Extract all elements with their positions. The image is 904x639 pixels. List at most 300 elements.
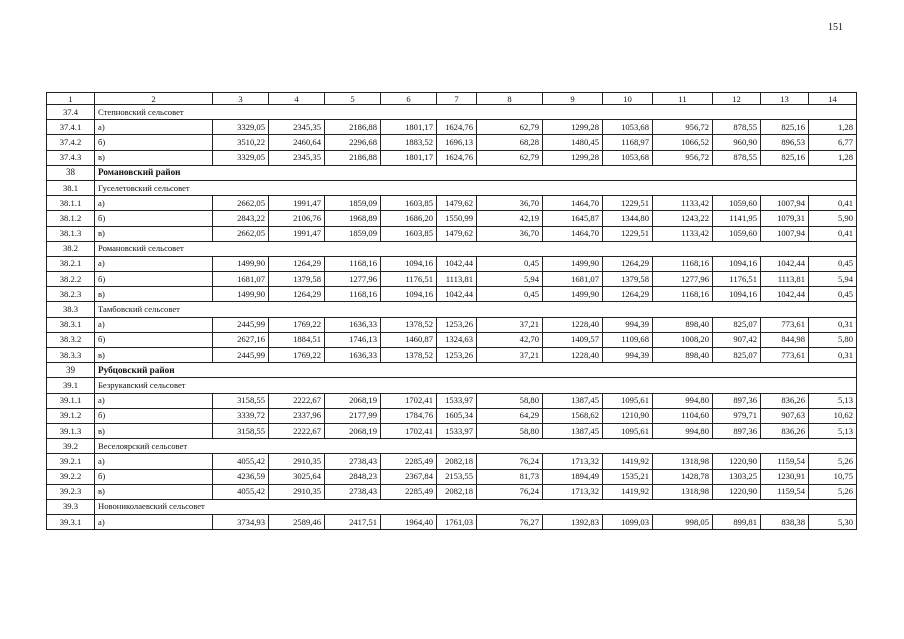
table-cell: 1230,91: [761, 469, 809, 484]
table-cell: 2589,46: [269, 515, 325, 530]
table-cell: 2445,99: [213, 317, 269, 332]
table-cell: 1220,90: [713, 484, 761, 499]
row-code: 37.4.3: [47, 150, 95, 165]
table-cell: 1079,31: [761, 211, 809, 226]
table-cell: 76,24: [477, 454, 543, 469]
column-header: 2: [95, 93, 213, 105]
table-row: [47, 423, 857, 438]
page-number: 151: [828, 22, 843, 33]
table-cell: 10,75: [809, 469, 857, 484]
table-row: [47, 287, 857, 302]
table-cell: 1428,78: [653, 469, 713, 484]
column-header: 12: [713, 93, 761, 105]
table-cell: 1176,51: [713, 272, 761, 287]
table-row: [47, 454, 857, 469]
table-cell: 2662,05: [213, 196, 269, 211]
table-cell: 3158,55: [213, 423, 269, 438]
table-row: [47, 393, 857, 408]
table-cell: 1141,95: [713, 211, 761, 226]
table-cell: 1109,68: [603, 332, 653, 347]
table-cell: 2345,35: [269, 150, 325, 165]
row-variant: в): [95, 348, 213, 363]
column-header: 9: [543, 93, 603, 105]
row-code: 39.1.3: [47, 423, 95, 438]
table-cell: 36,70: [477, 196, 543, 211]
table-cell: 844,98: [761, 332, 809, 347]
table-cell: 773,61: [761, 348, 809, 363]
table-cell: 825,07: [713, 348, 761, 363]
table-cell: 1379,58: [603, 272, 653, 287]
table-cell: 1713,32: [543, 454, 603, 469]
row-code: 39.3: [47, 499, 95, 514]
table-cell: 825,07: [713, 317, 761, 332]
table-cell: 2345,35: [269, 120, 325, 135]
column-header: 4: [269, 93, 325, 105]
table-cell: 6,77: [809, 135, 857, 150]
table-cell: 1702,41: [381, 423, 437, 438]
row-code: 38.1.3: [47, 226, 95, 241]
table-cell: 897,36: [713, 423, 761, 438]
row-variant: в): [95, 226, 213, 241]
table-cell: 5,13: [809, 423, 857, 438]
table-cell: 1464,70: [543, 226, 603, 241]
table-cell: 0,45: [477, 287, 543, 302]
table-cell: 1253,26: [437, 317, 477, 332]
table-cell: 1059,60: [713, 196, 761, 211]
table-cell: 2068,19: [325, 393, 381, 408]
table-cell: 5,90: [809, 211, 857, 226]
table-cell: 956,72: [653, 150, 713, 165]
table-cell: 3734,93: [213, 515, 269, 530]
table-cell: 64,29: [477, 408, 543, 423]
table-cell: 2460,64: [269, 135, 325, 150]
table-cell: 1645,87: [543, 211, 603, 226]
table-cell: 1168,16: [653, 256, 713, 271]
table-cell: 898,40: [653, 348, 713, 363]
table-cell: 0,45: [477, 256, 543, 271]
row-variant: б): [95, 135, 213, 150]
table-cell: 1713,32: [543, 484, 603, 499]
table-cell: 979,71: [713, 408, 761, 423]
table-cell: 2082,18: [437, 454, 477, 469]
table-cell: 1253,26: [437, 348, 477, 363]
table-cell: 898,40: [653, 317, 713, 332]
table-cell: 1299,28: [543, 120, 603, 135]
table-cell: 5,94: [477, 272, 543, 287]
table-cell: 1318,98: [653, 454, 713, 469]
table-cell: 1499,90: [543, 287, 603, 302]
table-cell: 1094,16: [381, 256, 437, 271]
table-cell: 1801,17: [381, 120, 437, 135]
table-cell: 899,81: [713, 515, 761, 530]
table-cell: 1303,25: [713, 469, 761, 484]
table-cell: 1859,09: [325, 226, 381, 241]
table-cell: 1243,22: [653, 211, 713, 226]
table-cell: 1159,54: [761, 484, 809, 499]
table-row: [47, 256, 857, 271]
row-variant: б): [95, 272, 213, 287]
table-cell: 825,16: [761, 120, 809, 135]
table-cell: 1113,81: [761, 272, 809, 287]
table-cell: 1113,81: [437, 272, 477, 287]
table-cell: 2082,18: [437, 484, 477, 499]
table-cell: 1229,51: [603, 196, 653, 211]
table-cell: 0,31: [809, 348, 857, 363]
column-header: 6: [381, 93, 437, 105]
table-cell: 1229,51: [603, 226, 653, 241]
table-cell: 1094,16: [381, 287, 437, 302]
table-cell: 1761,03: [437, 515, 477, 530]
row-code: 38.2: [47, 241, 95, 256]
table-cell: 994,39: [603, 317, 653, 332]
row-title: Гуселетовский сельсовет: [95, 180, 857, 195]
table-row: [47, 515, 857, 530]
row-code: 38.3.2: [47, 332, 95, 347]
table-cell: 1605,34: [437, 408, 477, 423]
row-code: 39.2: [47, 439, 95, 454]
table-cell: 5,26: [809, 454, 857, 469]
table-cell: 896,53: [761, 135, 809, 150]
table-cell: 2848,23: [325, 469, 381, 484]
table-cell: 58,80: [477, 423, 543, 438]
table-cell: 1387,45: [543, 393, 603, 408]
row-title: Степновский сельсовет: [95, 105, 857, 120]
table-cell: 2910,35: [269, 484, 325, 499]
row-variant: в): [95, 423, 213, 438]
table-cell: 1991,47: [269, 226, 325, 241]
table-cell: 1419,92: [603, 484, 653, 499]
table-cell: 3025,64: [269, 469, 325, 484]
table-cell: 2222,67: [269, 423, 325, 438]
row-title: Романовский район: [95, 165, 857, 180]
table-cell: 2285,49: [381, 454, 437, 469]
table-cell: 1095,61: [603, 393, 653, 408]
district-row: [47, 363, 857, 378]
table-cell: 878,55: [713, 120, 761, 135]
table-row: [47, 196, 857, 211]
table-cell: 1533,97: [437, 393, 477, 408]
table-cell: 42,70: [477, 332, 543, 347]
column-header: 11: [653, 93, 713, 105]
table-cell: 3510,22: [213, 135, 269, 150]
table-cell: 994,80: [653, 393, 713, 408]
row-code: 38.3: [47, 302, 95, 317]
table-cell: 1094,16: [713, 256, 761, 271]
table-cell: 994,80: [653, 423, 713, 438]
table-cell: 3329,05: [213, 120, 269, 135]
row-code: 38.2.1: [47, 256, 95, 271]
row-code: 38.1.2: [47, 211, 95, 226]
table-cell: 878,55: [713, 150, 761, 165]
table-cell: 1769,22: [269, 348, 325, 363]
row-title: Романовский сельсовет: [95, 241, 857, 256]
row-code: 39.1.2: [47, 408, 95, 423]
table-cell: 1099,03: [603, 515, 653, 530]
table-cell: 994,39: [603, 348, 653, 363]
table-cell: 1264,29: [603, 256, 653, 271]
table-cell: 1277,96: [653, 272, 713, 287]
section-row: [47, 241, 857, 256]
table-cell: 62,79: [477, 120, 543, 135]
table-cell: 2627,16: [213, 332, 269, 347]
table-cell: 2222,67: [269, 393, 325, 408]
table-cell: 1159,54: [761, 454, 809, 469]
table-cell: 0,41: [809, 196, 857, 211]
table-row: [47, 120, 857, 135]
section-row: [47, 302, 857, 317]
table-cell: 1696,13: [437, 135, 477, 150]
table-cell: 998,05: [653, 515, 713, 530]
table-cell: 1624,76: [437, 120, 477, 135]
column-header: 13: [761, 93, 809, 105]
table-cell: 1681,07: [213, 272, 269, 287]
table-cell: 1228,40: [543, 317, 603, 332]
table-cell: 36,70: [477, 226, 543, 241]
table-cell: 3158,55: [213, 393, 269, 408]
table-cell: 1499,90: [543, 256, 603, 271]
table-cell: 1568,62: [543, 408, 603, 423]
table-cell: 1008,20: [653, 332, 713, 347]
column-header: 1: [47, 93, 95, 105]
section-row: [47, 439, 857, 454]
table-cell: 42,19: [477, 211, 543, 226]
row-code: 37.4.2: [47, 135, 95, 150]
table-cell: 1059,60: [713, 226, 761, 241]
table-body: [47, 105, 857, 530]
table-cell: 1603,85: [381, 226, 437, 241]
row-code: 38.1: [47, 180, 95, 195]
table-cell: 1533,97: [437, 423, 477, 438]
table-cell: 1168,97: [603, 135, 653, 150]
district-row: [47, 165, 857, 180]
table-cell: 4055,42: [213, 454, 269, 469]
table-cell: 1264,29: [603, 287, 653, 302]
table-cell: 2445,99: [213, 348, 269, 363]
row-variant: а): [95, 196, 213, 211]
table-cell: 1378,52: [381, 317, 437, 332]
row-code: 37.4: [47, 105, 95, 120]
table-cell: 58,80: [477, 393, 543, 408]
table-cell: 2068,19: [325, 423, 381, 438]
table-cell: 956,72: [653, 120, 713, 135]
header-row: [47, 93, 857, 105]
table-cell: 1964,40: [381, 515, 437, 530]
table-cell: 1053,68: [603, 150, 653, 165]
column-header: 8: [477, 93, 543, 105]
section-row: [47, 105, 857, 120]
section-row: [47, 180, 857, 195]
table-cell: 4055,42: [213, 484, 269, 499]
table-cell: 1801,17: [381, 150, 437, 165]
table-cell: 1378,52: [381, 348, 437, 363]
table-cell: 5,26: [809, 484, 857, 499]
table-cell: 1007,94: [761, 226, 809, 241]
table-cell: 1264,29: [269, 256, 325, 271]
table-cell: 1264,29: [269, 287, 325, 302]
table-row: [47, 469, 857, 484]
row-title: Безрукавский сельсовет: [95, 378, 857, 393]
table-cell: 2337,96: [269, 408, 325, 423]
row-title: Рубцовский район: [95, 363, 857, 378]
table-cell: 1299,28: [543, 150, 603, 165]
row-code: 38.3.3: [47, 348, 95, 363]
row-code: 39.1: [47, 378, 95, 393]
row-variant: в): [95, 287, 213, 302]
row-code: 38.2.2: [47, 272, 95, 287]
table-cell: 5,30: [809, 515, 857, 530]
table-cell: 825,16: [761, 150, 809, 165]
table-cell: 1392,83: [543, 515, 603, 530]
table-row: [47, 226, 857, 241]
table-cell: 1387,45: [543, 423, 603, 438]
table-cell: 1479,62: [437, 196, 477, 211]
row-title: Новониколаевский сельсовет: [95, 499, 857, 514]
table-cell: 0,45: [809, 287, 857, 302]
table-cell: 1550,99: [437, 211, 477, 226]
table-cell: 1409,57: [543, 332, 603, 347]
data-table: [46, 92, 857, 530]
table-cell: 0,41: [809, 226, 857, 241]
table-cell: 1,28: [809, 150, 857, 165]
table-cell: 2662,05: [213, 226, 269, 241]
table-cell: 81,73: [477, 469, 543, 484]
section-row: [47, 499, 857, 514]
table-cell: 1499,90: [213, 256, 269, 271]
table-cell: 1535,21: [603, 469, 653, 484]
table-cell: 1053,68: [603, 120, 653, 135]
table-cell: 1746,13: [325, 332, 381, 347]
table-cell: 1379,58: [269, 272, 325, 287]
row-variant: а): [95, 515, 213, 530]
table-cell: 1007,94: [761, 196, 809, 211]
table-row: [47, 348, 857, 363]
table-cell: 1499,90: [213, 287, 269, 302]
table-cell: 1603,85: [381, 196, 437, 211]
table-row: [47, 408, 857, 423]
row-variant: а): [95, 454, 213, 469]
row-variant: а): [95, 256, 213, 271]
table-cell: 836,26: [761, 393, 809, 408]
table-cell: 2285,49: [381, 484, 437, 499]
row-variant: в): [95, 484, 213, 499]
table-cell: 1133,42: [653, 196, 713, 211]
table-cell: 1464,70: [543, 196, 603, 211]
table-cell: 3339,72: [213, 408, 269, 423]
table-cell: 4236,59: [213, 469, 269, 484]
table-cell: 1168,16: [653, 287, 713, 302]
table-cell: 2367,84: [381, 469, 437, 484]
table-cell: 1094,16: [713, 287, 761, 302]
row-code: 38.1.1: [47, 196, 95, 211]
table-row: [47, 317, 857, 332]
column-header: 10: [603, 93, 653, 105]
table-cell: 1883,52: [381, 135, 437, 150]
table-cell: 1894,49: [543, 469, 603, 484]
row-variant: в): [95, 150, 213, 165]
table-cell: 1042,44: [437, 287, 477, 302]
table-cell: 1884,51: [269, 332, 325, 347]
table-cell: 1168,16: [325, 256, 381, 271]
table-cell: 1419,92: [603, 454, 653, 469]
table-cell: 1460,87: [381, 332, 437, 347]
row-code: 39: [47, 363, 95, 378]
table-row: [47, 272, 857, 287]
table-cell: 0,45: [809, 256, 857, 271]
table-cell: 2417,51: [325, 515, 381, 530]
row-variant: б): [95, 408, 213, 423]
row-variant: б): [95, 211, 213, 226]
row-title: Веселоярский сельсовет: [95, 439, 857, 454]
table-row: [47, 484, 857, 499]
column-header: 3: [213, 93, 269, 105]
table-cell: 2106,76: [269, 211, 325, 226]
row-code: 38.3.1: [47, 317, 95, 332]
table-cell: 1042,44: [761, 256, 809, 271]
table-cell: 907,42: [713, 332, 761, 347]
table-cell: 1991,47: [269, 196, 325, 211]
row-code: 38.2.3: [47, 287, 95, 302]
row-code: 39.2.2: [47, 469, 95, 484]
table-cell: 10,62: [809, 408, 857, 423]
table-cell: 1480,45: [543, 135, 603, 150]
table-cell: 1636,33: [325, 317, 381, 332]
table-cell: 5,80: [809, 332, 857, 347]
table-cell: 897,36: [713, 393, 761, 408]
table-cell: 2153,55: [437, 469, 477, 484]
table-cell: 1042,44: [437, 256, 477, 271]
table-row: [47, 135, 857, 150]
table-cell: 1784,76: [381, 408, 437, 423]
table-cell: 907,63: [761, 408, 809, 423]
table-cell: 3329,05: [213, 150, 269, 165]
table-cell: 1042,44: [761, 287, 809, 302]
table-cell: 2186,88: [325, 120, 381, 135]
table-cell: 1702,41: [381, 393, 437, 408]
table-cell: 2738,43: [325, 484, 381, 499]
table-cell: 836,26: [761, 423, 809, 438]
table-cell: 1277,96: [325, 272, 381, 287]
table-row: [47, 332, 857, 347]
table-cell: 2296,68: [325, 135, 381, 150]
table-cell: 1859,09: [325, 196, 381, 211]
table-cell: 2738,43: [325, 454, 381, 469]
table-cell: 2843,22: [213, 211, 269, 226]
table-cell: 2186,88: [325, 150, 381, 165]
table-cell: 1176,51: [381, 272, 437, 287]
row-variant: б): [95, 332, 213, 347]
table-cell: 1479,62: [437, 226, 477, 241]
table-cell: 1228,40: [543, 348, 603, 363]
table-cell: 1104,60: [653, 408, 713, 423]
table-cell: 0,31: [809, 317, 857, 332]
table-cell: 5,13: [809, 393, 857, 408]
table-cell: 5,94: [809, 272, 857, 287]
row-code: 37.4.1: [47, 120, 95, 135]
table-cell: 1686,20: [381, 211, 437, 226]
table-cell: 1318,98: [653, 484, 713, 499]
table-cell: 1095,61: [603, 423, 653, 438]
row-variant: а): [95, 317, 213, 332]
section-row: [47, 378, 857, 393]
table-cell: 2177,99: [325, 408, 381, 423]
table-cell: 1324,63: [437, 332, 477, 347]
table-cell: 838,38: [761, 515, 809, 530]
row-title: Тамбовский сельсовет: [95, 302, 857, 317]
table-cell: 1168,16: [325, 287, 381, 302]
column-header: 7: [437, 93, 477, 105]
table-cell: 76,24: [477, 484, 543, 499]
table-cell: 62,79: [477, 150, 543, 165]
